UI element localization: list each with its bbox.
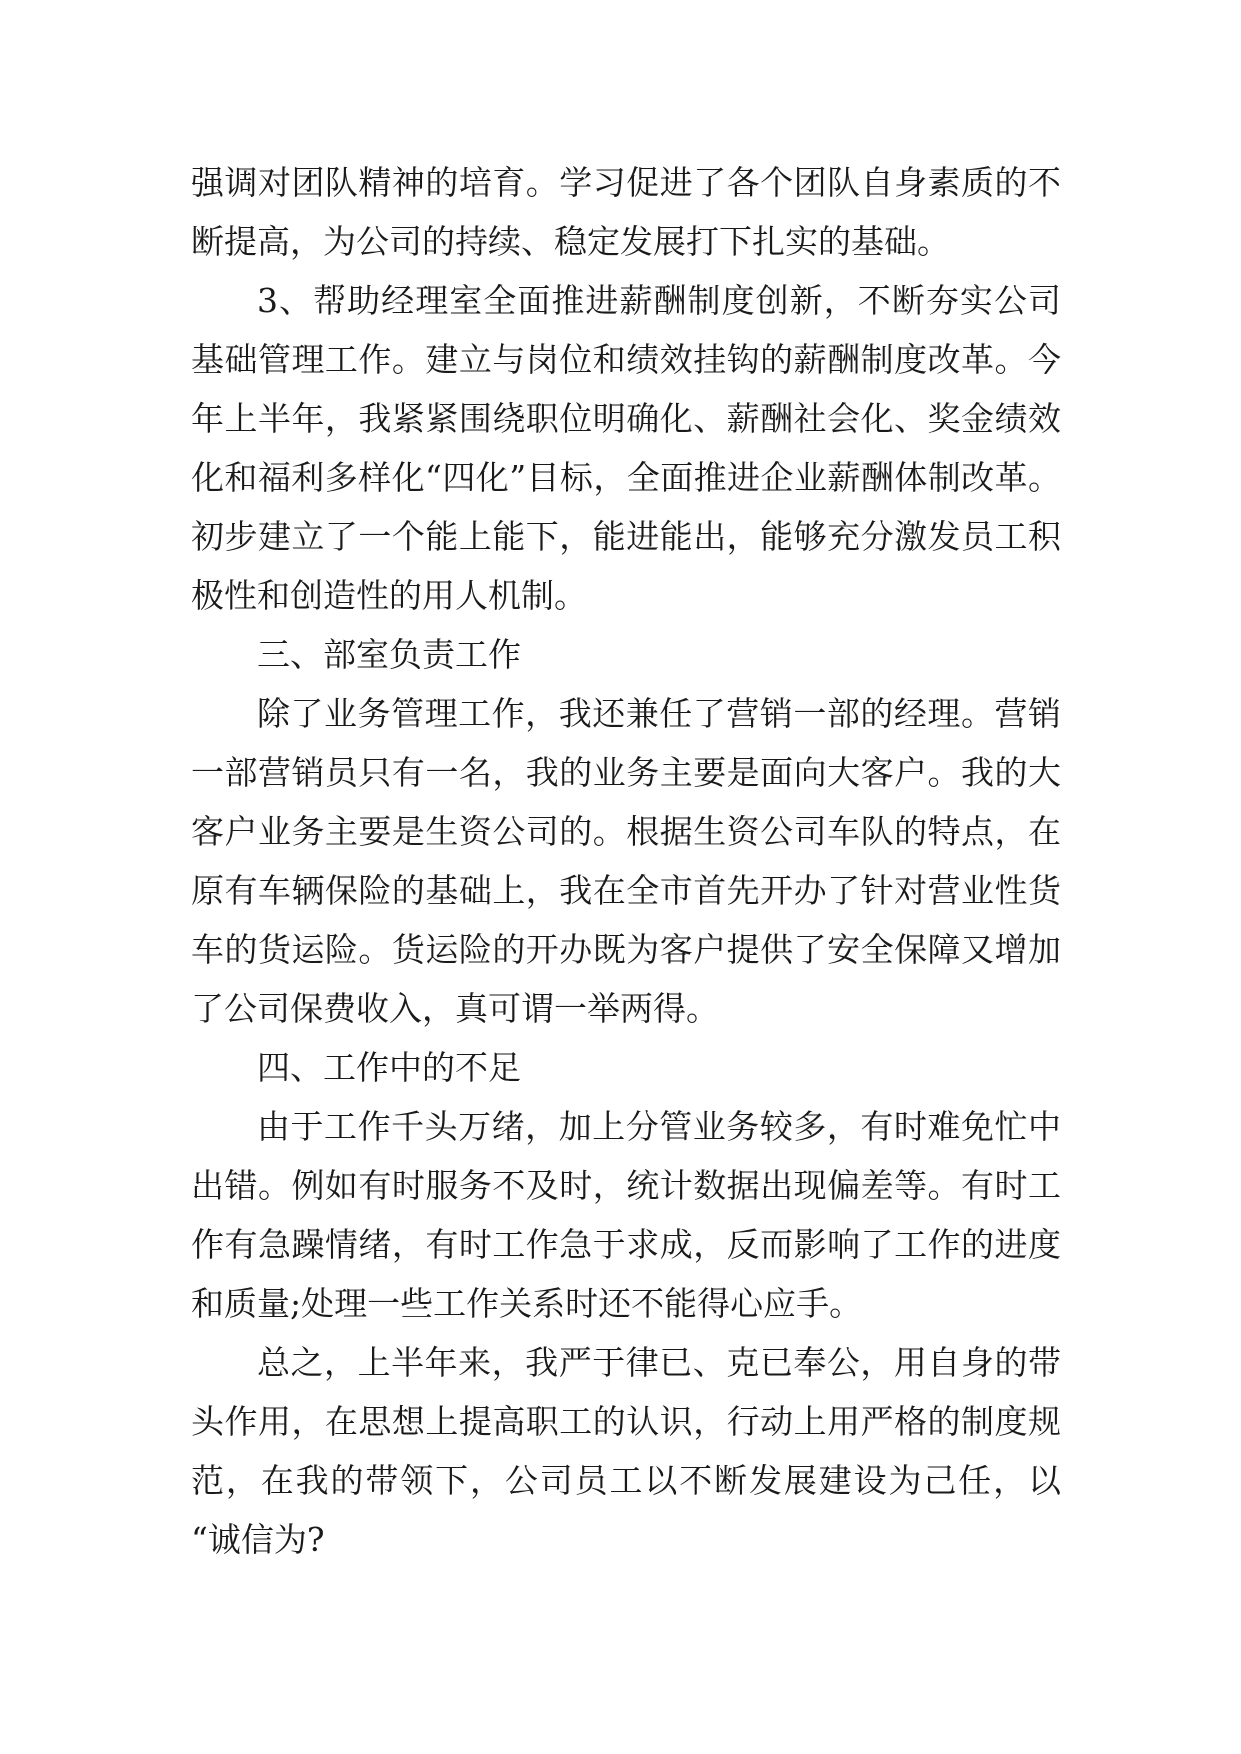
text-line: 范，在我的带领下，公司员工以不断发展建设为己任，以 — [191, 1461, 1061, 1500]
text-line: 出错。例如有时服务不及时，统计数据出现偏差等。有时工 — [191, 1166, 1061, 1205]
text-line: 一部营销员只有一名，我的业务主要是面向大客户。我的大 — [191, 753, 1061, 792]
text-line: 断提高，为公司的持续、稳定发展打下扎实的基础。 — [191, 222, 950, 261]
text-line: 初步建立了一个能上能下，能进能出，能够充分激发员工积 — [191, 517, 1061, 556]
text-line: 客户业务主要是生资公司的。根据生资公司车队的特点，在 — [191, 812, 1061, 851]
text-line: 3、帮助经理室全面推进薪酬制度创新，不断夯实公司 — [257, 281, 1061, 320]
text-line: 基础管理工作。建立与岗位和绩效挂钩的薪酬制度改革。今 — [191, 340, 1061, 379]
document-body — [191, 153, 1061, 1569]
text-line: 除了业务管理工作，我还兼任了营销一部的经理。营销 — [257, 694, 1061, 733]
text-line: 头作用，在思想上提高职工的认识，行动上用严格的制度规 — [191, 1402, 1061, 1441]
text-line: “诚信为? — [191, 1520, 325, 1559]
text-line: 原有车辆保险的基础上，我在全市首先开办了针对营业性货 — [191, 871, 1061, 910]
text-line: 强调对团队精神的培育。学习促进了各个团队自身素质的不 — [191, 163, 1061, 202]
text-line: 由于工作千头万绪，加上分管业务较多，有时难免忙中 — [257, 1107, 1061, 1146]
text-line: 作有急躁情绪，有时工作急于求成，反而影响了工作的进度 — [191, 1225, 1061, 1264]
text-line: 极性和创造性的用人机制。 — [191, 576, 587, 615]
text-line: 总之，上半年来，我严于律已、克已奉公，用自身的带 — [257, 1343, 1061, 1382]
text-line: 了公司保费收入，真可谓一举两得。 — [191, 989, 719, 1028]
text-line: 年上半年，我紧紧围绕职位明确化、薪酬社会化、奖金绩效 — [191, 399, 1061, 438]
text-line: 四、工作中的不足 — [257, 1048, 521, 1087]
text-line: 化和福利多样化“四化”目标，全面推进企业薪酬体制改革。 — [191, 458, 1061, 497]
text-line: 车的货运险。货运险的开办既为客户提供了安全保障又增加 — [191, 930, 1061, 969]
text-line: 和质量;处理一些工作关系时还不能得心应手。 — [191, 1284, 863, 1323]
text-line: 三、部室负责工作 — [257, 635, 521, 674]
